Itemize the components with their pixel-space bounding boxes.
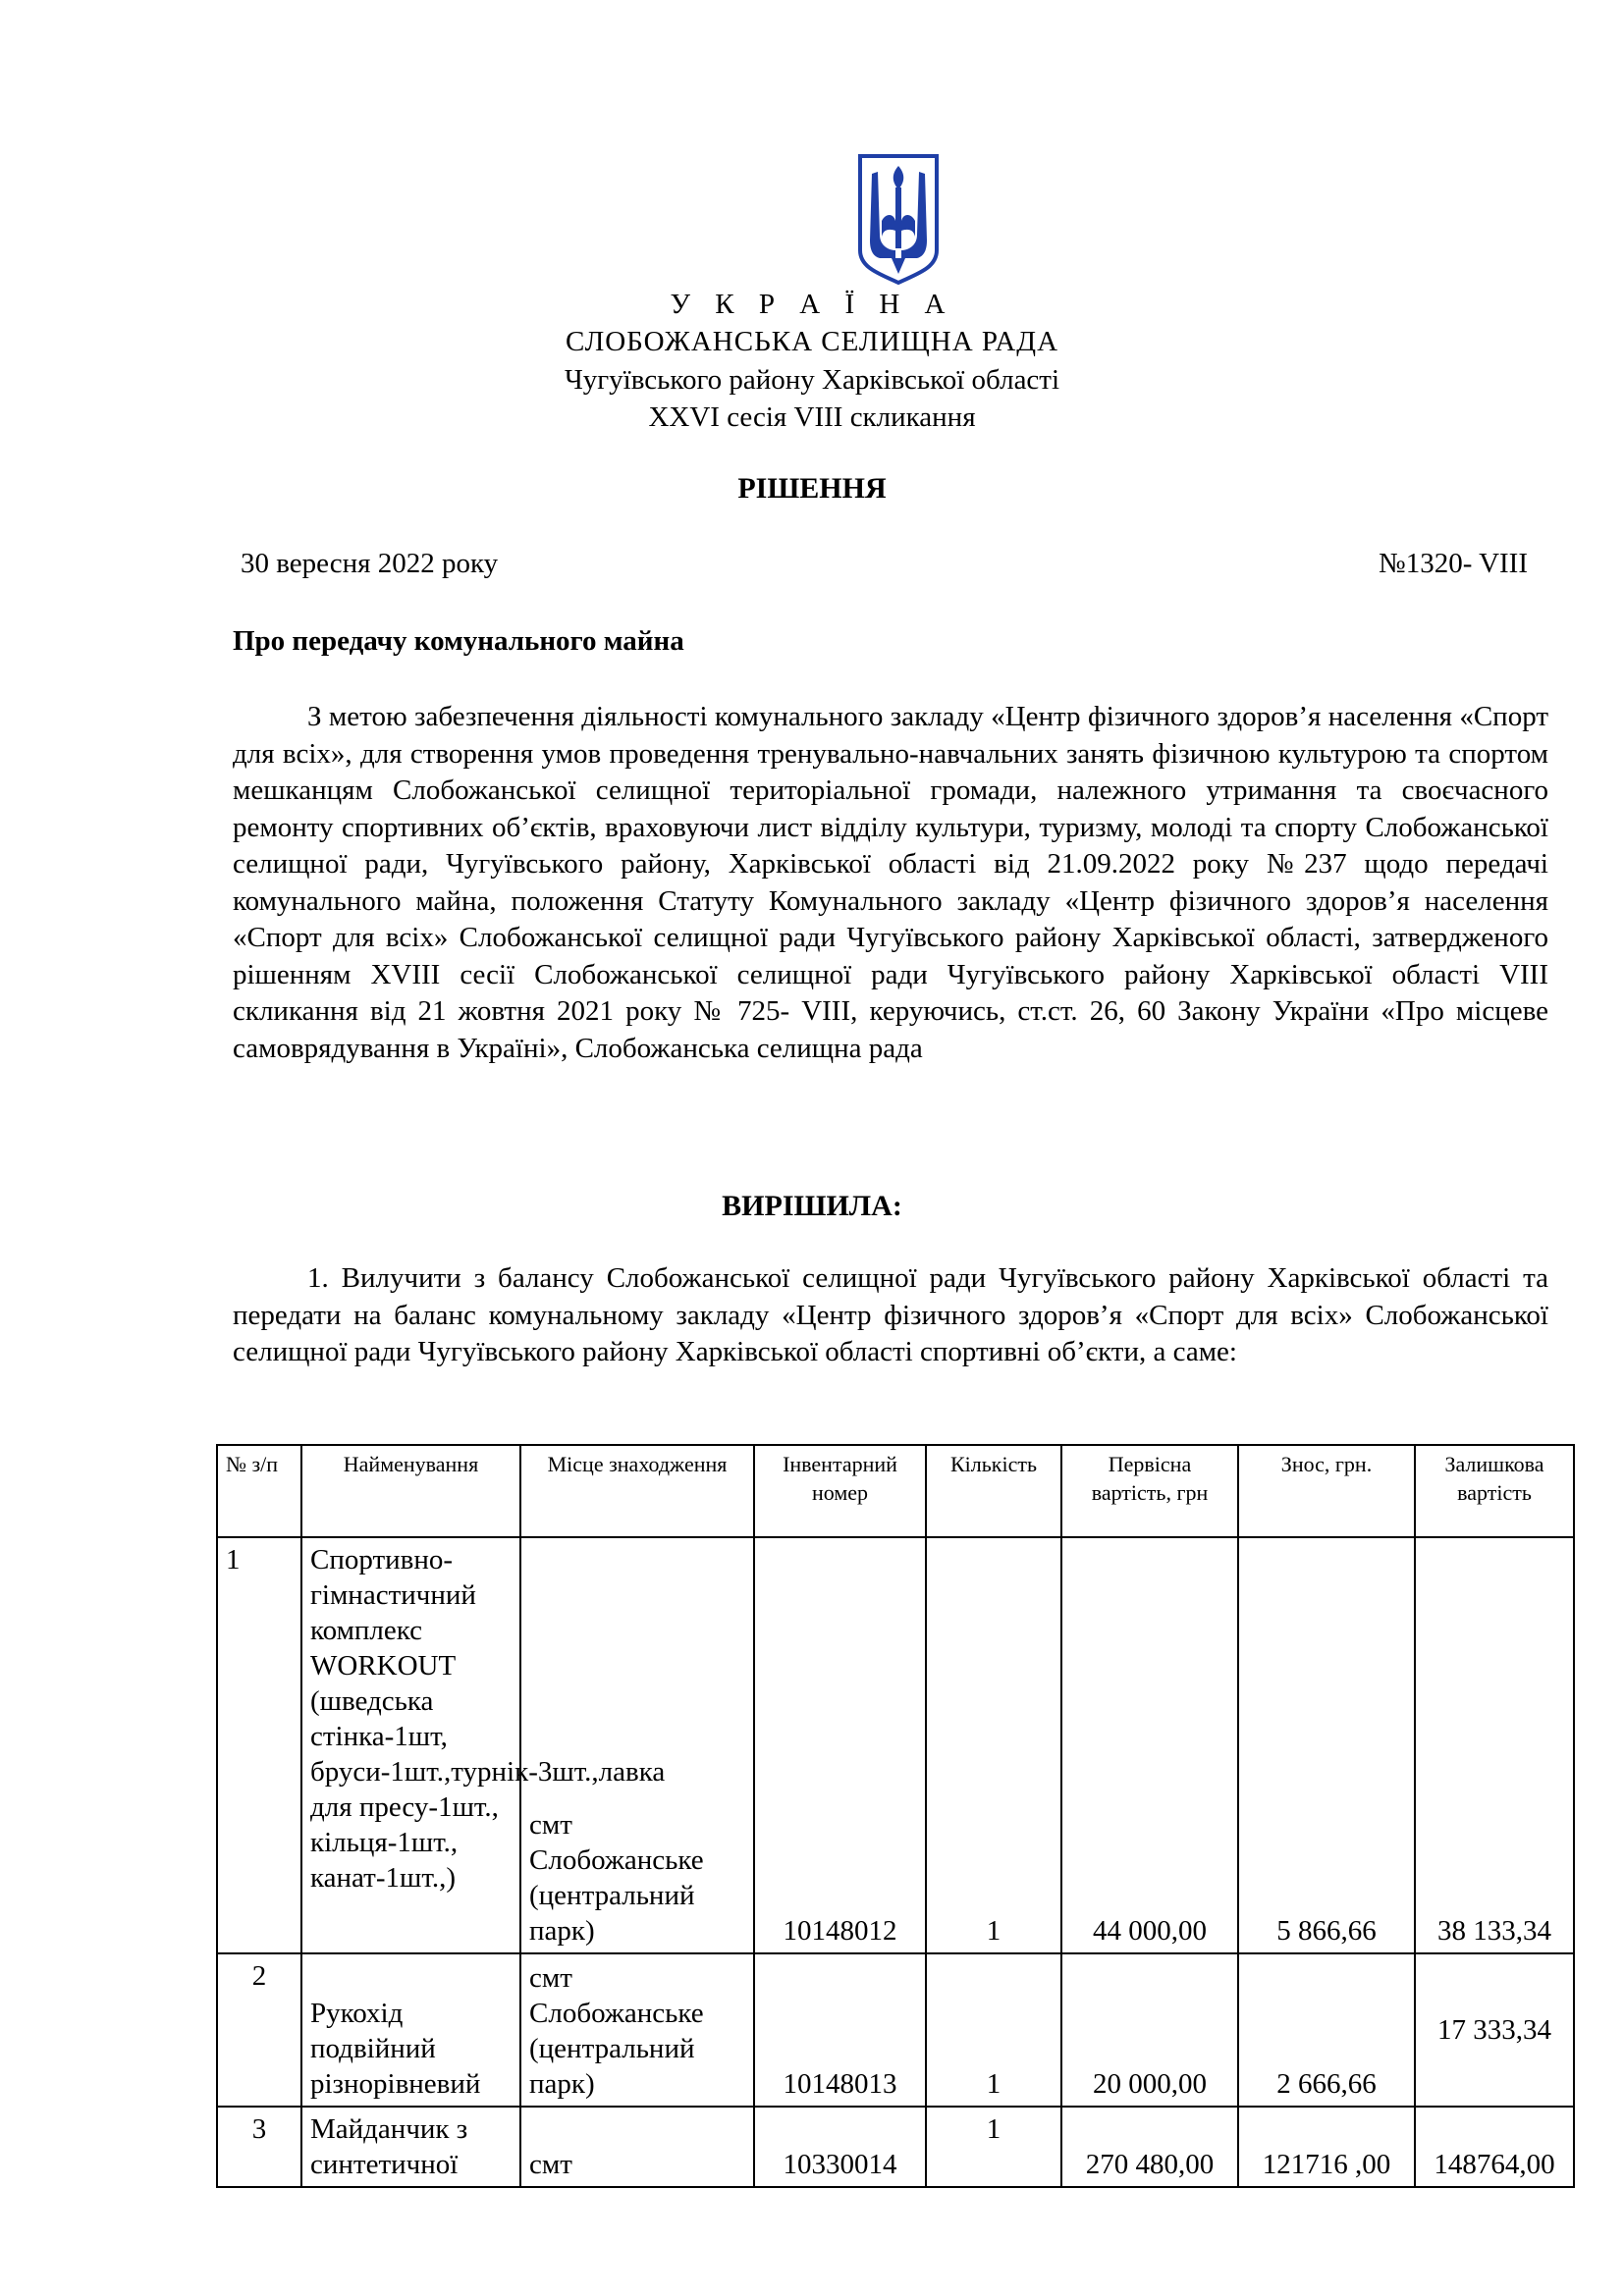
row-num: 1 <box>217 1537 301 1953</box>
decision-number: №1320- VIII <box>1379 548 1528 579</box>
council-name: СЛОБОЖАНСЬКА СЕЛИЩНА РАДА <box>565 326 1059 357</box>
row-residual-value: 38 133,34 <box>1415 1537 1574 1953</box>
preamble-paragraph: З метою забезпечення діяльності комунального закладу «Центр фізичного здоров’я населення «Спорт для всіх», для створення умов проведення тренувально-навчальних занять фізичною культурою та спортом мешканцям Слобожанської селищної територіальної громади, належного утримання та своєчасного ремонту спортивних об’єктів, враховуючи лист відділу культури, туризму, молоді та спорту Слобожанської селищної ради, Чугуївського району, Харківської області від 21.09.2022 року №237 щодо передачі комунального майна, положення Статуту Комунального закладу «Центр фізичного здоров’я населення «Спорт для всіх» Слобожанської селищної ради Чугуївського району Харківської області, затвердженого рішенням XVIII сесії Слобожанської селищної ради Чугуївського району Харківської області VIII скликання від 21 жовтня 2021 року № 725- VIII, керуючись, ст.ст. 26, 60 Закону України «Про місцеве самоврядування в Україні», Слобожанська селищна рада <box>233 701 1548 1064</box>
session-info: XXVI сесія VIII скликання <box>648 401 976 433</box>
row-num: 3 <box>217 2107 301 2187</box>
row-depreciation: 121716 ,00 <box>1238 2107 1415 2187</box>
row-num: 2 <box>217 1953 301 2107</box>
row-quantity: 1 <box>926 1953 1061 2107</box>
header-quantity: Кількість <box>926 1445 1061 1537</box>
country-name: У К Р А Ї Н А <box>670 289 954 320</box>
row-initial-cost: 44 000,00 <box>1061 1537 1238 1953</box>
table-header-row <box>217 1445 1574 1537</box>
header-location: Місце знаходження <box>520 1445 754 1537</box>
row-name: Майданчик з синтетичної <box>301 2107 520 2187</box>
decision-date: 30 вересня 2022 року <box>241 548 499 579</box>
row-residual-value: 148764,00 <box>1415 2107 1574 2187</box>
item-1-paragraph: 1. Вилучити з балансу Слобожанської селищної ради Чугуївського району Харківської області та передати на баланс комунальному закладу «Центр фізичного здоров’я «Спорт для всіх» Слобожанської селищної ради Чугуївського району Харківської області спортивні об’єкти, а саме: <box>233 1262 1548 1367</box>
row-quantity: 1 <box>926 1537 1061 1953</box>
row-name: Рукохід подвійний різнорівневий <box>301 1953 520 2107</box>
header-initial-cost: Первісна вартість, грн <box>1061 1445 1238 1537</box>
header-depreciation: Знос, грн. <box>1238 1445 1415 1537</box>
row-inventory: 10148013 <box>754 1953 926 2107</box>
header-name: Найменування <box>301 1445 520 1537</box>
row-location: смт Слобожанське (центральний парк) <box>520 1537 754 1953</box>
row-residual-value: 17 333,34 <box>1415 1953 1574 2107</box>
table-row <box>217 2107 1574 2187</box>
row-depreciation: 5 866,66 <box>1238 1537 1415 1953</box>
decision-subject: Про передачу комунального майна <box>233 625 684 657</box>
header-inventory: Інвентарний номер <box>754 1445 926 1537</box>
row-location: смт <box>520 2107 754 2187</box>
row-inventory: 10148012 <box>754 1537 926 1953</box>
header-num: № з/п <box>217 1445 301 1537</box>
row-initial-cost: 20 000,00 <box>1061 1953 1238 2107</box>
row-quantity: 1 <box>926 2107 1061 2187</box>
row-initial-cost: 270 480,00 <box>1061 2107 1238 2187</box>
resolved-heading: ВИРІШИЛА: <box>722 1190 902 1222</box>
header-residual-value: Залишкова вартість <box>1415 1445 1574 1537</box>
row-inventory: 10330014 <box>754 2107 926 2187</box>
district-name: Чугуївського району Харківської області <box>564 364 1060 396</box>
coat-of-arms-icon <box>856 152 941 286</box>
row-location: смт Слобожанське (центральний парк) <box>520 1953 754 2107</box>
row-name: Спортивно-гімнастичний комплекс WORKOUT (шведська стінка-1шт, бруси-1шт.,турнік-3шт.,лавка для пресу-1шт., кільця-1шт., канат-1шт.,) <box>301 1537 520 1953</box>
table-row <box>217 1537 1574 1953</box>
row-depreciation: 2 666,66 <box>1238 1953 1415 2107</box>
table-row <box>217 1953 1574 2107</box>
decision-title: РІШЕННЯ <box>737 472 887 505</box>
assets-table <box>216 1444 1575 2188</box>
